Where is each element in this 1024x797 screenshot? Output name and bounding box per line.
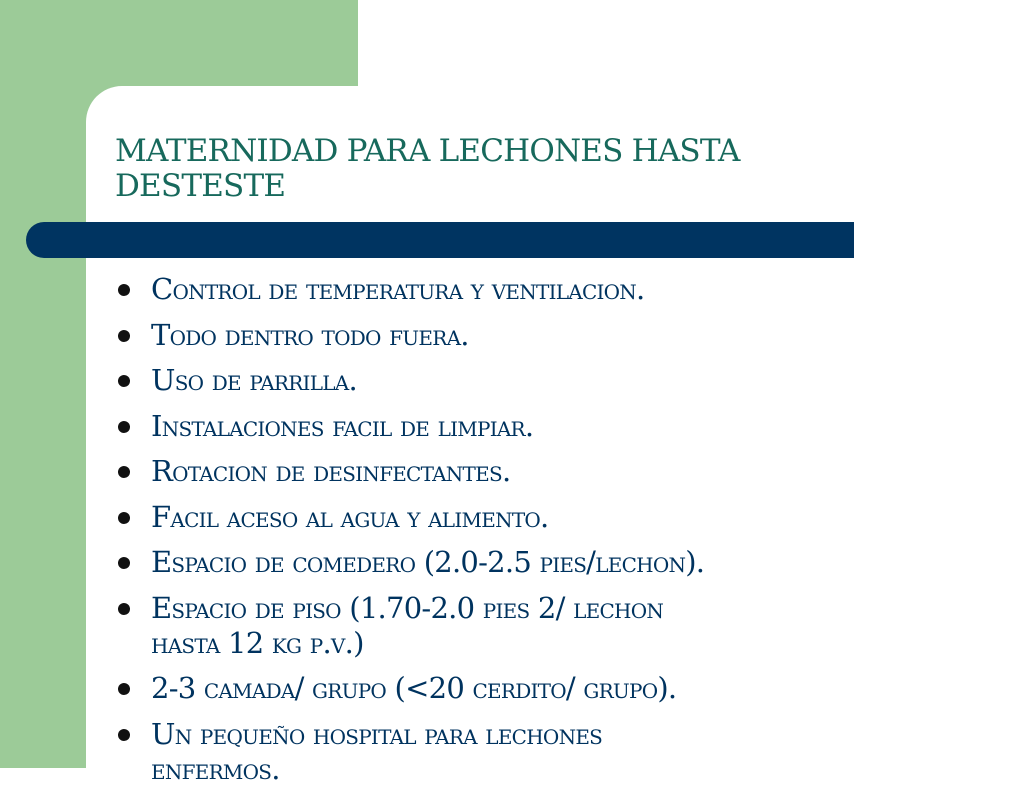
bullet-list: [118, 272, 1018, 797]
bullet-text-line: Todo dentro todo fuera.: [151, 317, 469, 352]
bullet-dot-icon: [118, 375, 130, 387]
bullet-dot-icon: [118, 330, 130, 342]
bullet-dot-icon: [118, 557, 130, 569]
bullet-item-easy-clean: [118, 409, 1018, 444]
bullet-item-all-in-all-out: [118, 318, 1018, 353]
bullet-text-line: Espacio de comedero (2.0-2.5 pies/lechon).: [151, 545, 705, 579]
bullet-dot-icon: [118, 512, 130, 524]
title-accent-bar: [26, 222, 854, 258]
bullet-text-line: Control de temperatura y ventilacion.: [151, 272, 645, 306]
bullet-text-line: 2-3 camada/ grupo (<20 cerdito/ grupo).: [151, 671, 677, 705]
bullet-text-line: Facil aceso al agua y alimento.: [151, 499, 549, 534]
bullet-dot-icon: [118, 729, 130, 741]
bullet-dot-icon: [118, 683, 130, 695]
bullet-text-line: enfermos.: [151, 751, 280, 786]
bullet-dot-icon: [118, 284, 130, 296]
slide-title: [115, 134, 935, 204]
bullet-text-line: Espacio de piso (1.70-2.0 pies 2/ lechon: [151, 590, 664, 625]
bullet-item-disinfectant-rotation: [118, 454, 1018, 489]
bullet-text-line: Uso de parrilla.: [151, 363, 357, 397]
slide-title-line: DESTESTE: [115, 168, 286, 204]
bullet-item-litter-group: [118, 671, 1018, 706]
bullet-item-floor-space: [118, 591, 1018, 661]
bullet-text-line: Un pequeño hospital para lechones: [151, 716, 603, 751]
bullet-dot-icon: [118, 466, 130, 478]
slide-title-line: MATERNIDAD PARA LECHONES HASTA: [115, 133, 740, 169]
bullet-item-water-feed-access: [118, 500, 1018, 535]
bullet-item-temperature-ventilation: [118, 272, 1018, 307]
bullet-item-feeder-space: [118, 545, 1018, 580]
bullet-text-line: Instalaciones facil de limpiar.: [151, 408, 534, 443]
bullet-dot-icon: [118, 603, 130, 615]
bullet-dot-icon: [118, 421, 130, 433]
bullet-text-line: hasta 12 kg p.v.): [151, 625, 364, 660]
bullet-item-small-hospital: [118, 717, 1018, 787]
bullet-item-grate: [118, 363, 1018, 398]
bullet-text-line: Rotacion de desinfectantes.: [151, 454, 511, 488]
